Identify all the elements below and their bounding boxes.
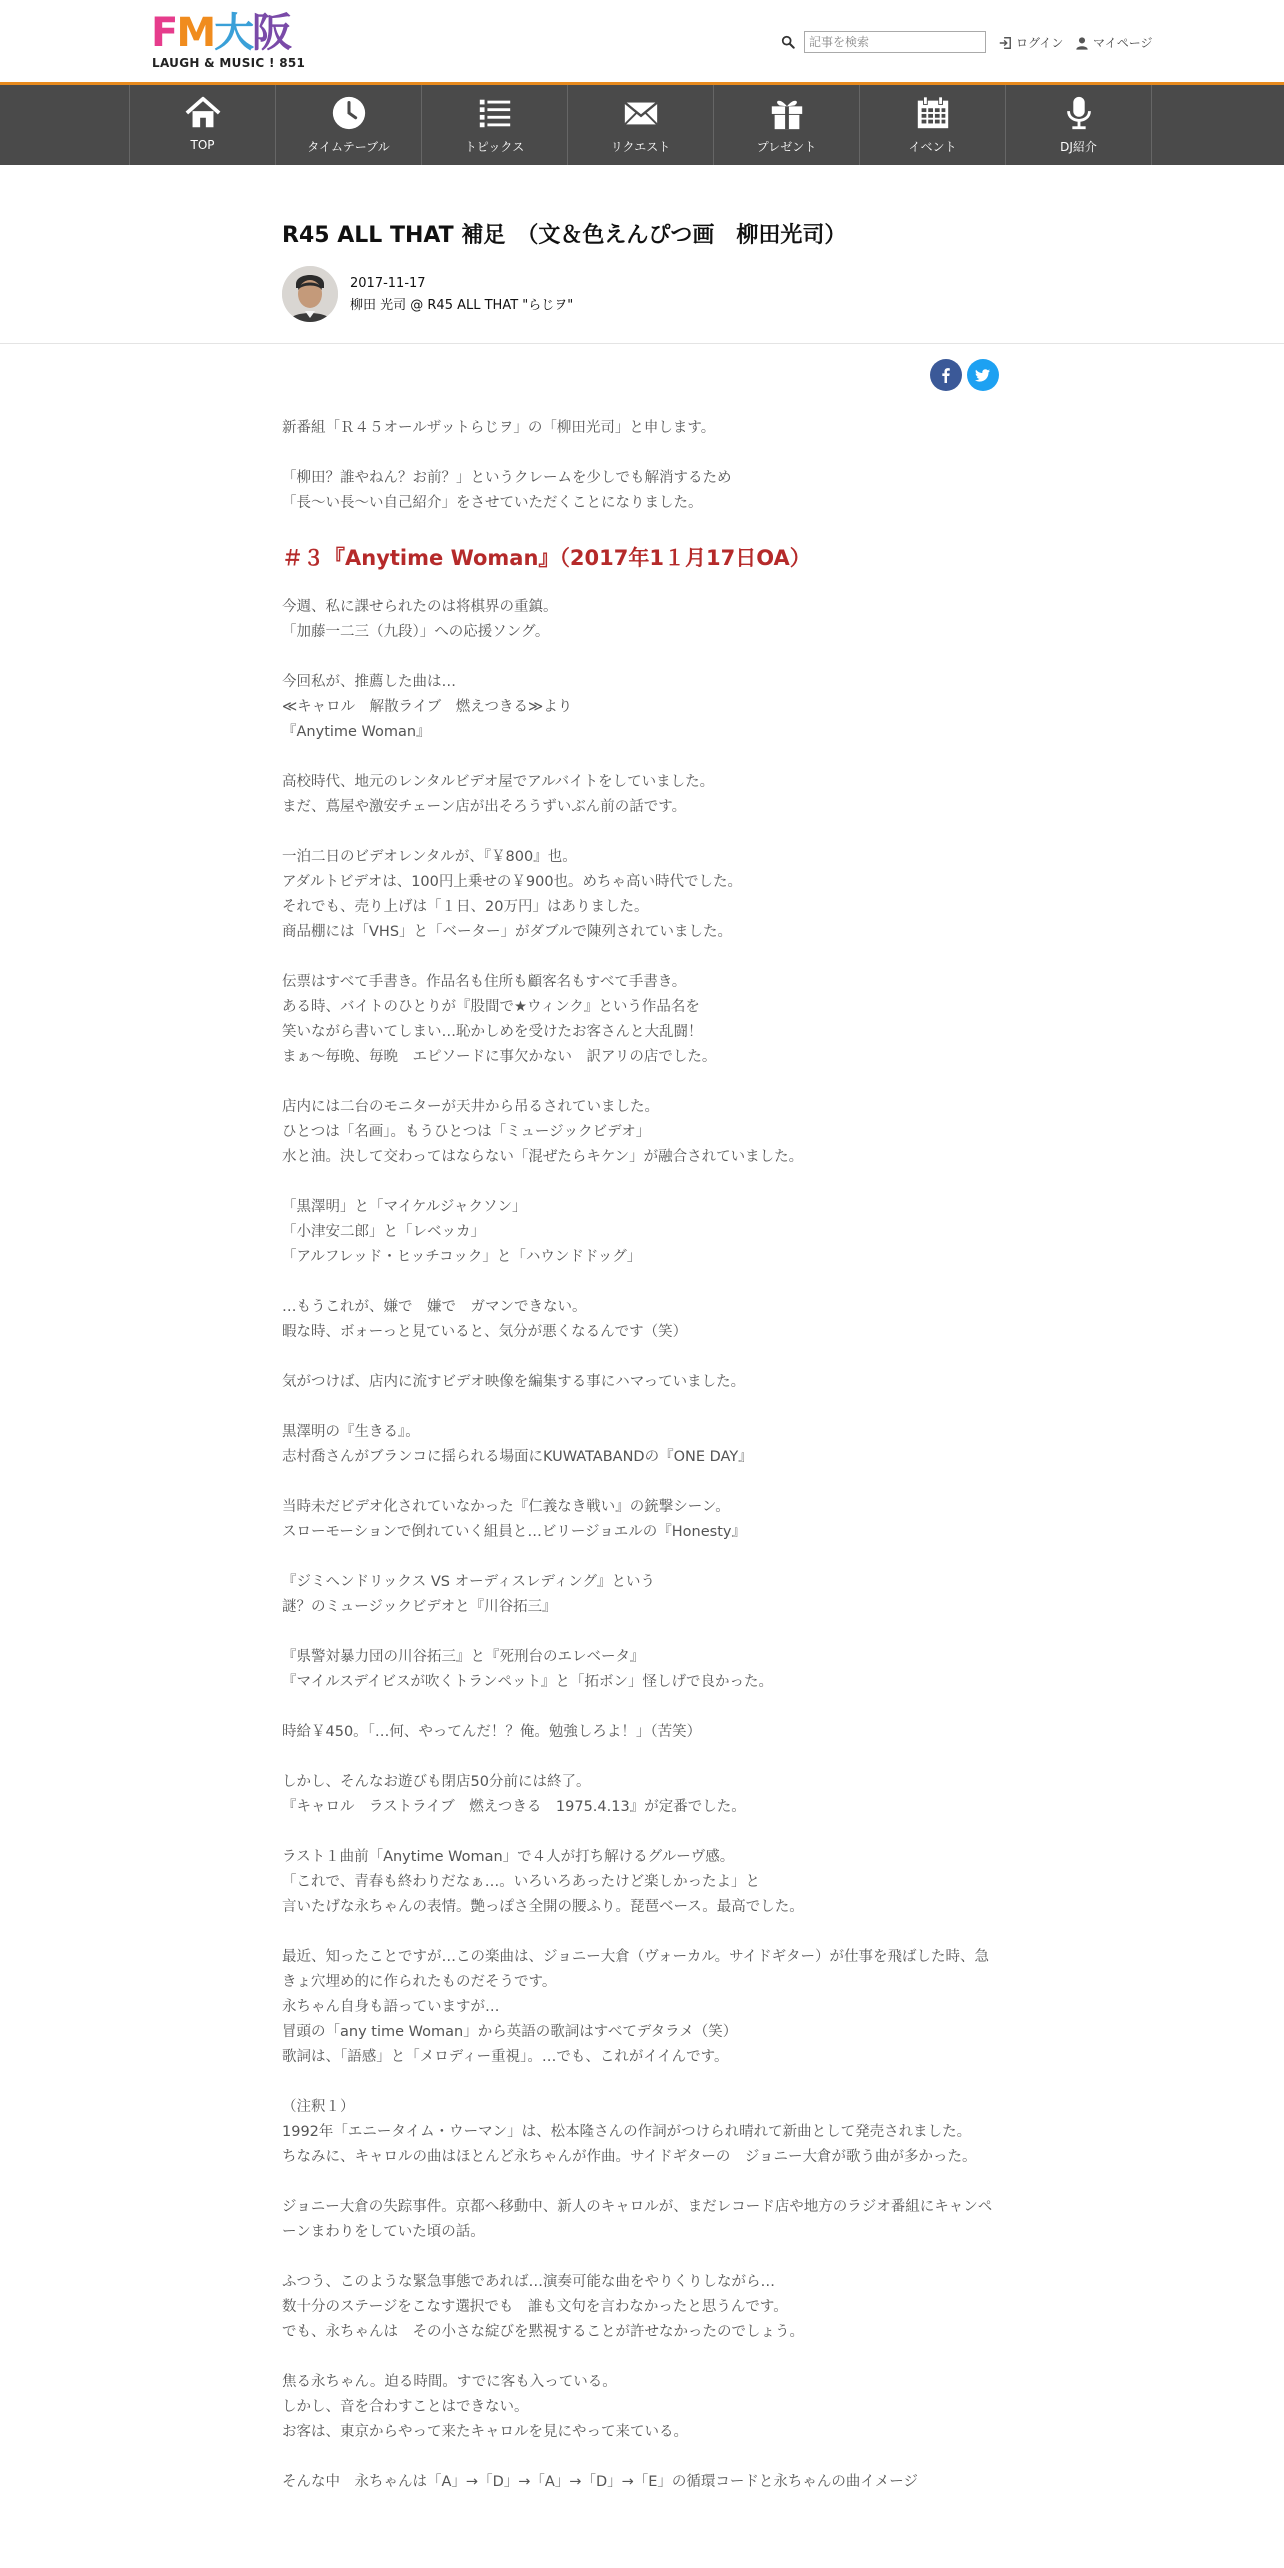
text-line: 言いたげな永ちゃんの表情。艶っぽさ全開の腰ふり。琵琶ベース。最高でした。	[282, 1899, 804, 1915]
paragraph-list	[282, 595, 1002, 2495]
text-line: ラスト１曲前「Anytime Woman」で４人が打ち解けるグルーヴ感。	[282, 1849, 735, 1865]
paragraph	[282, 2195, 1002, 2245]
nav-item-dj[interactable]	[1006, 85, 1152, 165]
nav-label: タイムテーブル	[307, 140, 390, 154]
text-line: 「黒澤明」と「マイケルジャクソン」	[282, 1199, 527, 1215]
logo-tagline: LAUGH & MUSIC ! 851	[152, 56, 306, 70]
text-line: 気がつけば、店内に流すビデオ映像を編集する事にハマっていました。	[282, 1374, 746, 1390]
text-line: 焦る永ちゃん。迫る時間。すでに客も入っている。	[282, 2374, 617, 2390]
paragraph	[282, 1570, 1002, 1620]
nav-item-present[interactable]	[714, 85, 860, 165]
paragraph	[282, 1095, 1002, 1170]
text-line: 「小津安二郎」と「レベッカ」	[282, 1224, 485, 1240]
home-icon	[184, 94, 222, 132]
text-line: 黒澤明の『生きる』。	[282, 1424, 420, 1440]
text-line: 「これで、青春も終わりだなぁ…。いろいろあったけど楽しかったよ」と	[282, 1874, 761, 1890]
site-logo[interactable]	[151, 10, 306, 74]
paragraph	[282, 2370, 1002, 2445]
text-line: 1992年「エニータイム・ウーマン」は、松本隆さんの作詞がつけられ晴れて新曲として発売されました。	[282, 2124, 972, 2140]
paragraph	[282, 970, 1002, 1070]
text-line: ≪キャロル 解散ライブ 燃えつきる≫より	[282, 699, 573, 715]
paragraph	[282, 770, 1002, 820]
text-line: 「アルフレッド・ヒッチコック」と「ハウンドドッグ」	[282, 1249, 642, 1265]
nav-label: リクエスト	[610, 140, 671, 154]
paragraph	[282, 1770, 1002, 1820]
text-line: 『ジミヘンドリックス VS オーディスレディング』という	[282, 1574, 656, 1590]
text-line: 当時未だビデオ化されていなかった『仁義なき戦い』の銃撃シーン。	[282, 1499, 730, 1515]
text-line: 新番組「Ｒ４５オールザットらじヲ」の「柳田光司」と申します。	[282, 420, 716, 436]
logo-letter-m: M	[176, 10, 215, 56]
search-icon[interactable]	[781, 35, 795, 49]
global-nav	[0, 85, 1284, 165]
calendar-icon	[914, 94, 952, 132]
nav-label: トピックス	[464, 140, 525, 154]
text-line: 時給￥450。「…何、やってんだ！？俺。勉強しろよ！」（苦笑）	[282, 1724, 702, 1740]
paragraph	[282, 1195, 1002, 1270]
text-line: しかし、音を合わすことはできない。	[282, 2399, 529, 2415]
list-icon	[476, 94, 514, 132]
text-line: スローモーションで倒れていく組員と…ビリージョエルの『Honesty』	[282, 1524, 746, 1540]
text-line: それでも、売り上げは「１日、20万円」はありました。	[282, 899, 649, 915]
text-line: でも、永ちゃんは その小さな綻びを黙視することが許せなかったのでしょう。	[282, 2324, 804, 2340]
paragraph	[282, 2270, 1002, 2345]
facebook-icon	[938, 367, 954, 383]
paragraph	[282, 595, 1002, 645]
text-line: アダルトビデオは、100円上乗せの￥900也。めちゃ高い時代でした。	[282, 874, 743, 890]
text-line: 『マイルスデイビスが吹くトランペット』と「拓ボン」怪しげで良かった。	[282, 1674, 773, 1690]
text-line: 永ちゃん自身も語っていますが…	[282, 1999, 500, 2015]
paragraph	[282, 845, 1002, 945]
text-line: まぁ～毎晩、毎晩 エピソードに事欠かない 訳アリの店でした。	[282, 1049, 717, 1065]
text-line: 高校時代、地元のレンタルビデオ屋でアルバイトをしていました。	[282, 774, 715, 790]
article-author[interactable]: 柳田 光司 @ R45 ALL THAT "らじヲ"	[350, 298, 574, 313]
logo-mark	[151, 12, 290, 54]
text-line: 『県警対暴力団の川谷拓三』と『死刑台のエレベータ』	[282, 1649, 645, 1665]
text-line: 水と油。決して交わってはならない「混ぜたらキケン」が融合されていました。	[282, 1149, 804, 1165]
search-input[interactable]	[804, 31, 986, 53]
text-line: 一泊二日のビデオレンタルが、『￥800』也。	[282, 849, 577, 865]
text-line: 店内には二台のモニターが天井から吊るされていました。	[282, 1099, 659, 1115]
text-line: ちなみに、キャロルの曲はほとんど永ちゃんが作曲。サイドギターの ジョニー大倉が歌う曲が多かった。	[282, 2149, 977, 2165]
header-divider	[0, 343, 1284, 344]
paragraph	[282, 1420, 1002, 1470]
text-line: 歌詞は、「語感」と「メロディー重視」。…でも、これがイイんです。	[282, 2049, 729, 2065]
nav-label: イベント	[908, 140, 957, 154]
paragraph	[282, 1945, 1002, 2070]
text-line: 商品棚には「VHS」と「ベーター」がダブルで陳列されていました。	[282, 924, 732, 940]
paragraph	[282, 1295, 1002, 1345]
paragraph	[282, 1720, 1002, 1745]
twitter-icon	[975, 367, 991, 383]
mypage-label: マイページ	[1093, 36, 1153, 50]
text-line: ふつう、このような緊急事態であれば…演奏可能な曲をやりくりしながら…	[282, 2274, 775, 2290]
text-line: 今週、私に課せられたのは将棋界の重鎮。	[282, 599, 558, 615]
paragraph	[282, 466, 1002, 516]
logo-letter-dai: 大	[214, 10, 253, 56]
login-link[interactable]	[998, 34, 1063, 51]
paragraph	[282, 1845, 1002, 1920]
login-icon	[998, 36, 1012, 50]
twitter-share-button[interactable]	[967, 359, 999, 391]
nav-label: TOP	[190, 138, 215, 152]
text-line: 志村喬さんがブランコに揺られる場面にKUWATABANDの『ONE DAY』	[282, 1449, 753, 1465]
text-line: 伝票はすべて手書き。作品名も住所も顧客名もすべて手書き。	[282, 974, 687, 990]
nav-item-timetable[interactable]	[276, 85, 422, 165]
article-meta	[282, 266, 782, 324]
text-line: ある時、バイトのひとりが『股間で★ウィンク』という作品名を	[282, 999, 700, 1015]
section-heading: ＃３『Anytime Woman』（2017年1１月17日OA）	[282, 546, 811, 570]
microphone-icon	[1060, 94, 1098, 132]
avatar[interactable]	[282, 266, 338, 322]
paragraph	[282, 416, 1002, 441]
text-line: 最近、知ったことですが…この楽曲は、ジョニー大倉（ヴォーカル。サイドギター）が仕事を飛ばした時、急きょ穴埋め的に作られたものだそうです。	[282, 1949, 990, 1990]
user-icon	[1075, 36, 1089, 50]
nav-label: プレゼント	[756, 140, 817, 154]
nav-item-top[interactable]	[130, 85, 276, 165]
author-portrait	[282, 266, 338, 322]
text-line: 数十分のステージをこなす選択でも 誰も文句を言わなかったと思うんです。	[282, 2299, 788, 2315]
text-line: 笑いながら書いてしまい…恥かしめを受けたお客さんと大乱闘！	[282, 1024, 703, 1040]
text-line: まだ、蔦屋や激安チェーン店が出そろうずいぶん前の話です。	[282, 799, 687, 815]
search-bar	[781, 30, 986, 54]
text-line: 「柳田？誰やねん？お前？」というクレームを少しでも解消するため	[282, 470, 732, 486]
text-line: 『キャロル ラストライブ 燃えつきる 1975.4.13』が定番でした。	[282, 1799, 746, 1815]
paragraph	[282, 1645, 1002, 1695]
text-line: 「加藤一二三（九段）」への応援ソング。	[282, 624, 550, 640]
text-line: 「長～い長～い自己紹介」をさせていただくことになりました。	[282, 495, 703, 511]
text-line: 暇な時、ボォーっと見ていると、気分が悪くなるんです（笑）	[282, 1324, 688, 1340]
text-line: 謎？のミュージックビデオと『川谷拓三』	[282, 1599, 557, 1615]
paragraph	[282, 2470, 1002, 2495]
nav-label: DJ紹介	[1060, 140, 1097, 154]
text-line: 今回私が、推薦した曲は…	[282, 674, 456, 690]
nav-items	[129, 85, 1154, 165]
login-label: ログイン	[1016, 36, 1064, 50]
text-line: ひとつは「名画」。もうひとつは「ミュージックビデオ」	[282, 1124, 651, 1140]
paragraph	[282, 2095, 1002, 2170]
article-header	[282, 218, 1002, 313]
article-title: R45 ALL THAT 補足 （文＆色えんぴつ画 柳田光司）	[282, 223, 847, 248]
text-line: そんな中 永ちゃんは「A」→「D」→「A」→「D」→「E」の循環コードと永ちゃんの曲イメージ	[282, 2474, 918, 2490]
logo-letter-f: F	[151, 10, 177, 56]
article-body	[282, 416, 1002, 2495]
logo-letter-saka: 阪	[252, 10, 291, 56]
clock-icon	[330, 94, 368, 132]
paragraph	[282, 1495, 1002, 1545]
facebook-share-button[interactable]	[930, 359, 962, 391]
text-line: （注釈１）	[282, 2099, 355, 2115]
text-line: 冒頭の「any time Woman」から英語の歌詞はすべてデタラメ（笑）	[282, 2024, 738, 2040]
nav-item-event[interactable]	[860, 85, 1006, 165]
paragraph	[282, 670, 1002, 745]
nav-item-request[interactable]	[568, 85, 714, 165]
text-line: ジョニー大倉の失踪事件。京都へ移動中、新人のキャロルが、まだレコード店や地方のラジオ番組にキャンペーンまわりをしていた頃の話。	[282, 2199, 993, 2240]
site-header	[0, 0, 1284, 82]
gift-icon	[768, 94, 806, 132]
nav-item-topics[interactable]	[422, 85, 568, 165]
mail-icon	[622, 94, 660, 132]
article-date: 2017-11-17	[350, 276, 426, 291]
text-line: お客は、東京からやって来たキャロルを見にやって来ている。	[282, 2424, 688, 2440]
text-line: 『Anytime Woman』	[282, 724, 431, 740]
text-line: しかし、そんなお遊びも閉店50分前には終了。	[282, 1774, 591, 1790]
mypage-link[interactable]	[1075, 34, 1153, 51]
text-line: …もうこれが、嫌で 嫌で ガマンできない。	[282, 1299, 587, 1315]
paragraph	[282, 1370, 1002, 1395]
